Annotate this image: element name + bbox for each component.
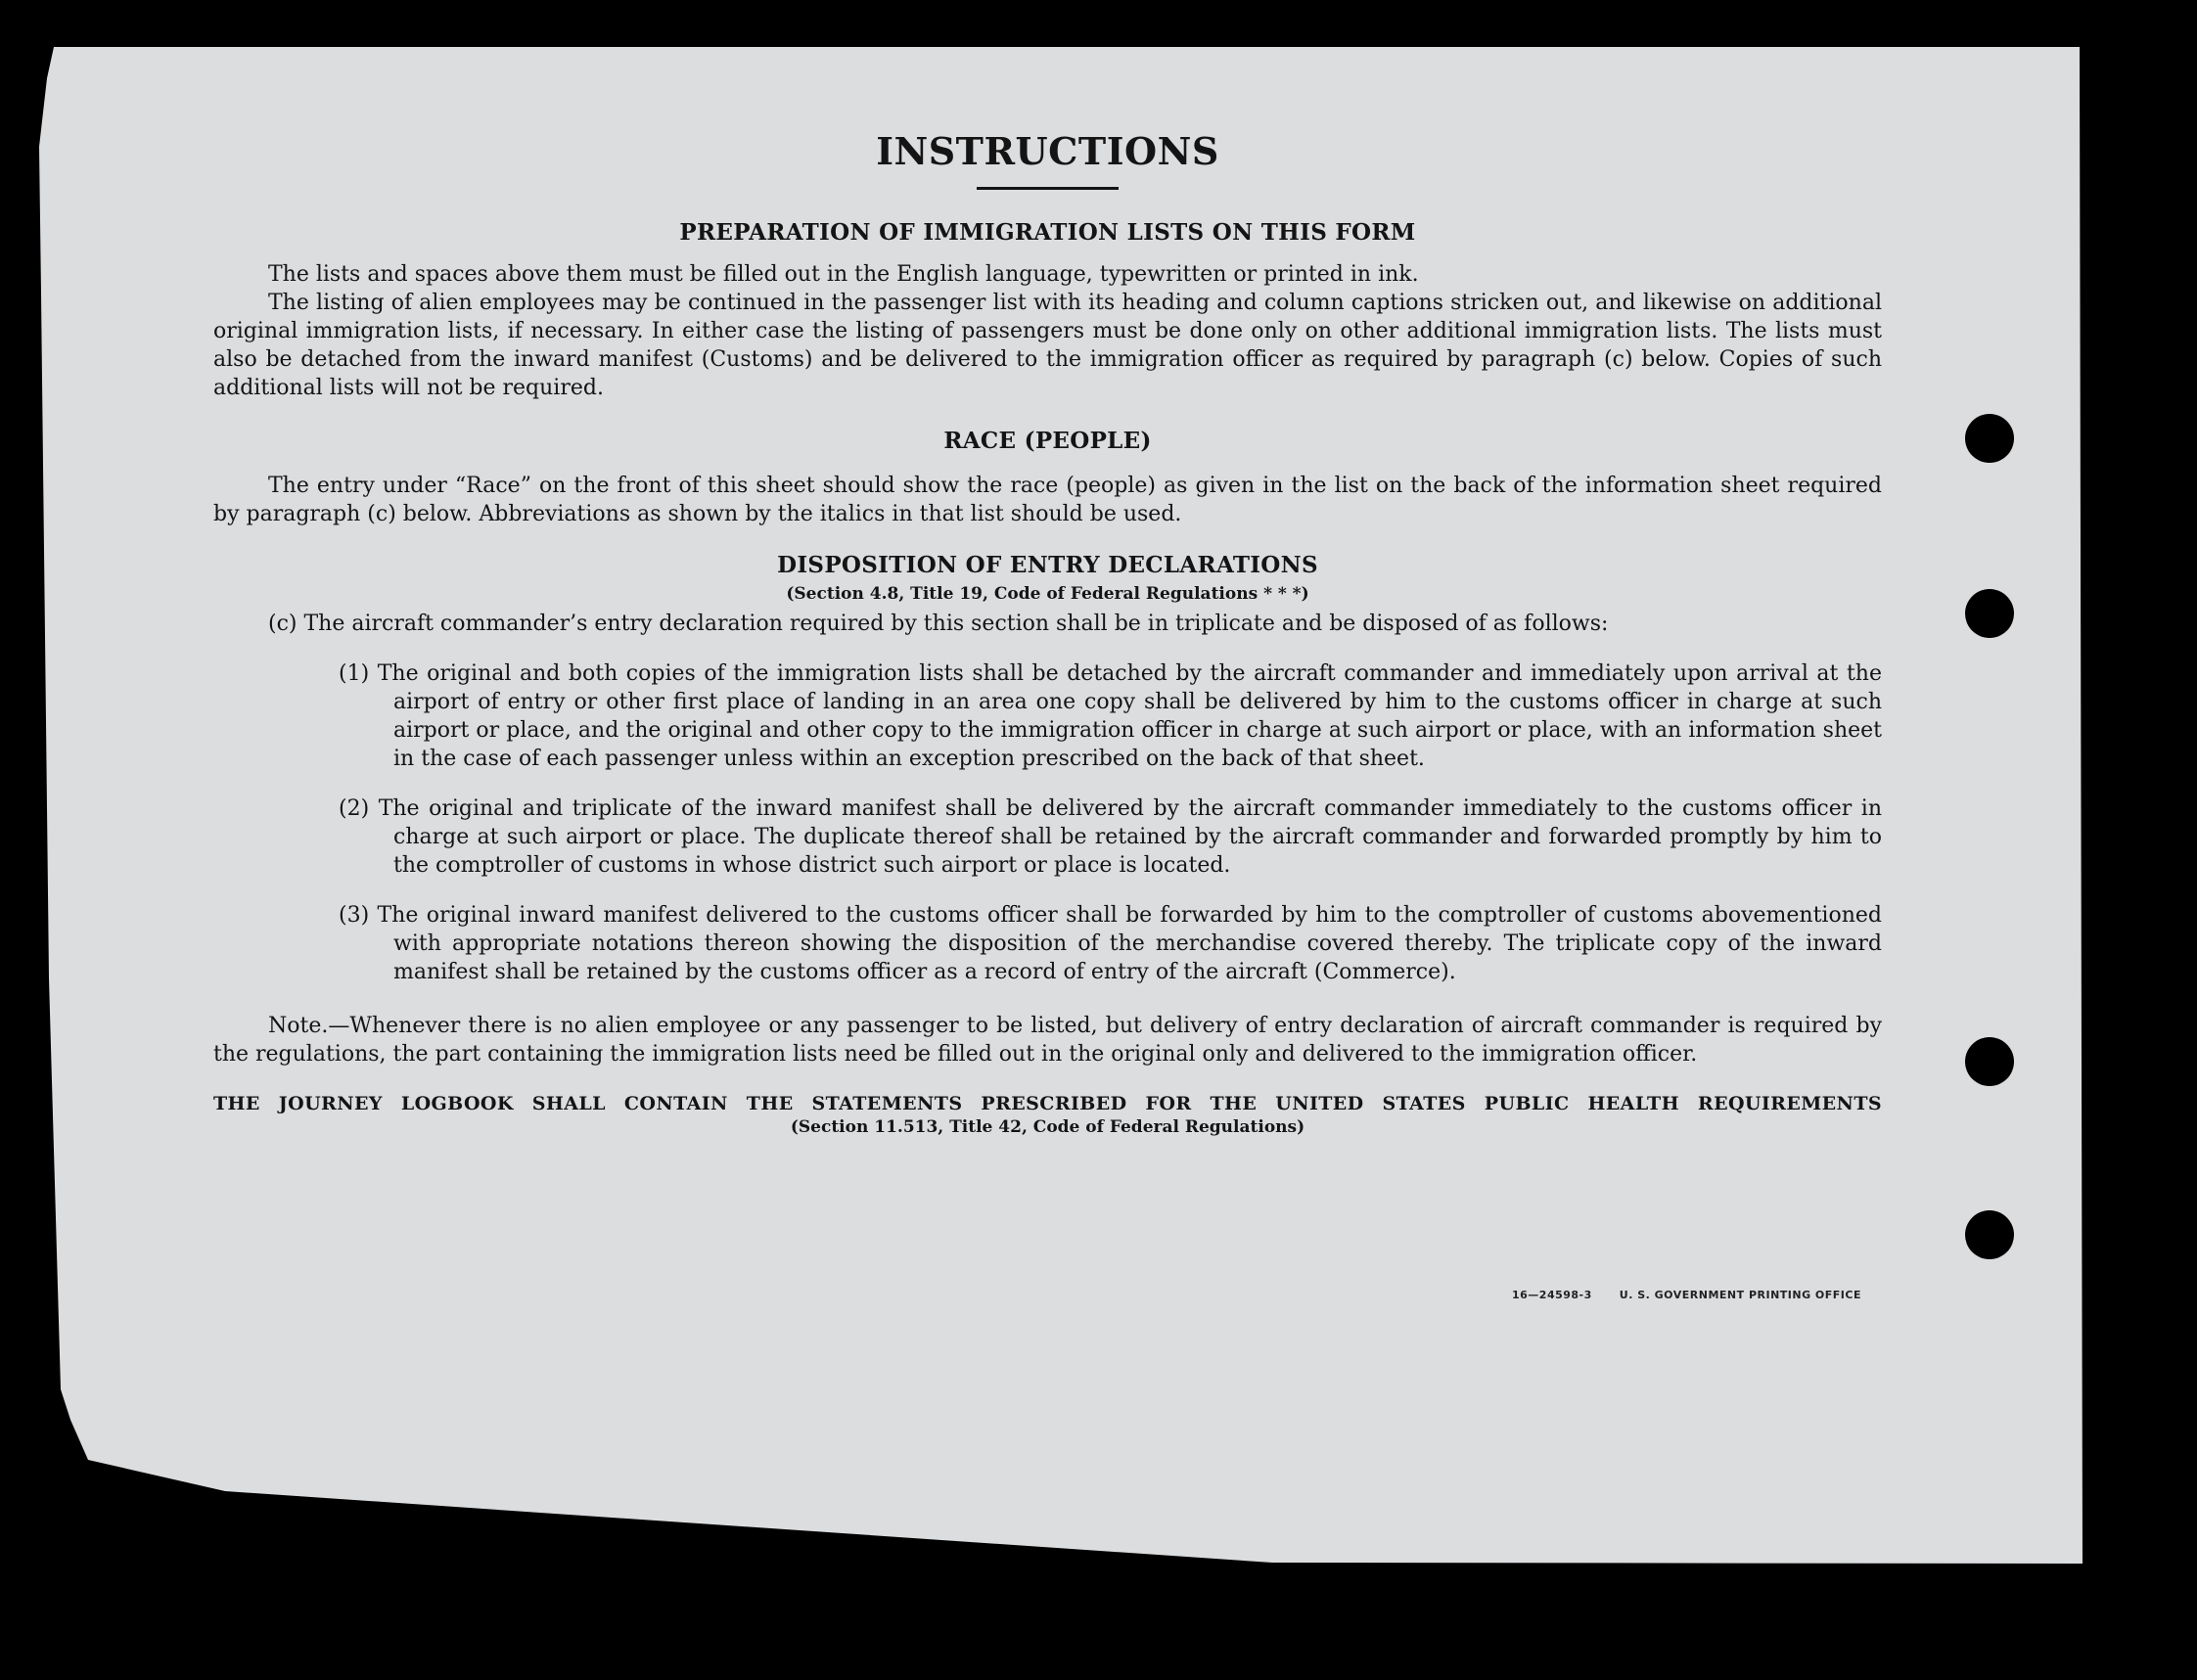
disposition-citation: (Section 4.8, Title 19, Code of Federal Regulations * * *) [786,584,1309,604]
form-number: 16—24598-3 [1511,1289,1592,1301]
punch-hole [1965,1037,2014,1086]
title-rule [977,187,1119,190]
printer-name: U. S. GOVERNMENT PRINTING OFFICE [1619,1289,1861,1301]
logbook-statement: THE JOURNEY LOGBOOK SHALL CONTAIN THE STATEMENTS PRESCRIBED FOR THE UNITED STATES PUBLIC HEALTH REQUIREMENTS [213,1093,1882,1114]
punch-hole [1965,1210,2014,1259]
race-paragraph: The entry under “Race” on the front of this sheet should show the race (people) as given in the list on the back of the information sheet required by paragraph (c) below. Abbreviations as shown by the italics in that list should be used. [213,474,1882,526]
preparation-paragraph-1: The lists and spaces above them must be filled out in the English language, typewritten or printed in ink. [268,262,1419,287]
instructions-content [213,117,1882,1137]
section-heading-preparation: PREPARATION OF IMMIGRATION LISTS ON THIS FORM [679,219,1416,246]
punch-hole [1965,589,2014,638]
note-paragraph: Note.—Whenever there is no alien employee or any passenger to be listed, but delivery of entry declaration of aircraft commander is required by the regulations, the part containing the immigration lists need be filled out in the original only and delivered to the immigration officer. [213,1014,1882,1067]
printer-footer [1485,1289,1861,1301]
preparation-paragraph-2: The listing of alien employees may be continued in the passenger list with its heading and column captions stricken out, and likewise on additional original immigration lists, if necessary. In either case the listing of passengers must be done only on other additional immigration lists. The lists must also be detached from the inward manifest (Customs) and be delivered to the immigration officer as required by paragraph (c) below. Copies of such additional lists will not be required. [213,291,1882,400]
list-item: (1) The original and both copies of the immigration lists shall be detached by the aircraft commander and immediately upon arrival at the airport of entry or other first place of landing in an area one copy shall be delivered by him to the customs officer in charge at such airport or place, and the original and other copy to the immigration officer in charge at such airport or place, with an information sheet in the case of each passenger unless within an exception prescribed on the back of that sheet. [339,661,1882,771]
logbook-citation: (Section 11.513, Title 42, Code of Federal Regulations) [790,1117,1305,1137]
list-item: (3) The original inward manifest delivered to the customs officer shall be forwarded by him to the comptroller of customs abovementioned with appropriate notations thereon showing the disposition of the merchandise covered thereby. The triplicate copy of the inward manifest shall be retained by the customs officer as a record of entry of the aircraft (Commerce). [339,903,1882,984]
page-title: INSTRUCTIONS [876,129,1219,173]
section-heading-race: RACE (PEOPLE) [943,428,1152,454]
punch-hole [1965,414,2014,463]
section-heading-disposition: DISPOSITION OF ENTRY DECLARATIONS [777,552,1318,578]
disposition-list [213,659,1882,986]
list-item: (2) The original and triplicate of the inward manifest shall be delivered by the aircraft commander immediately to the customs officer in charge at such airport or place. The duplicate thereof shall be retained by the aircraft commander and forwarded promptly by him to the comptroller of customs in whose district such airport or place is located. [339,796,1882,878]
disposition-intro: (c) The aircraft commander’s entry declaration required by this section shall be in triplicate and be disposed of as follows: [268,612,1609,636]
